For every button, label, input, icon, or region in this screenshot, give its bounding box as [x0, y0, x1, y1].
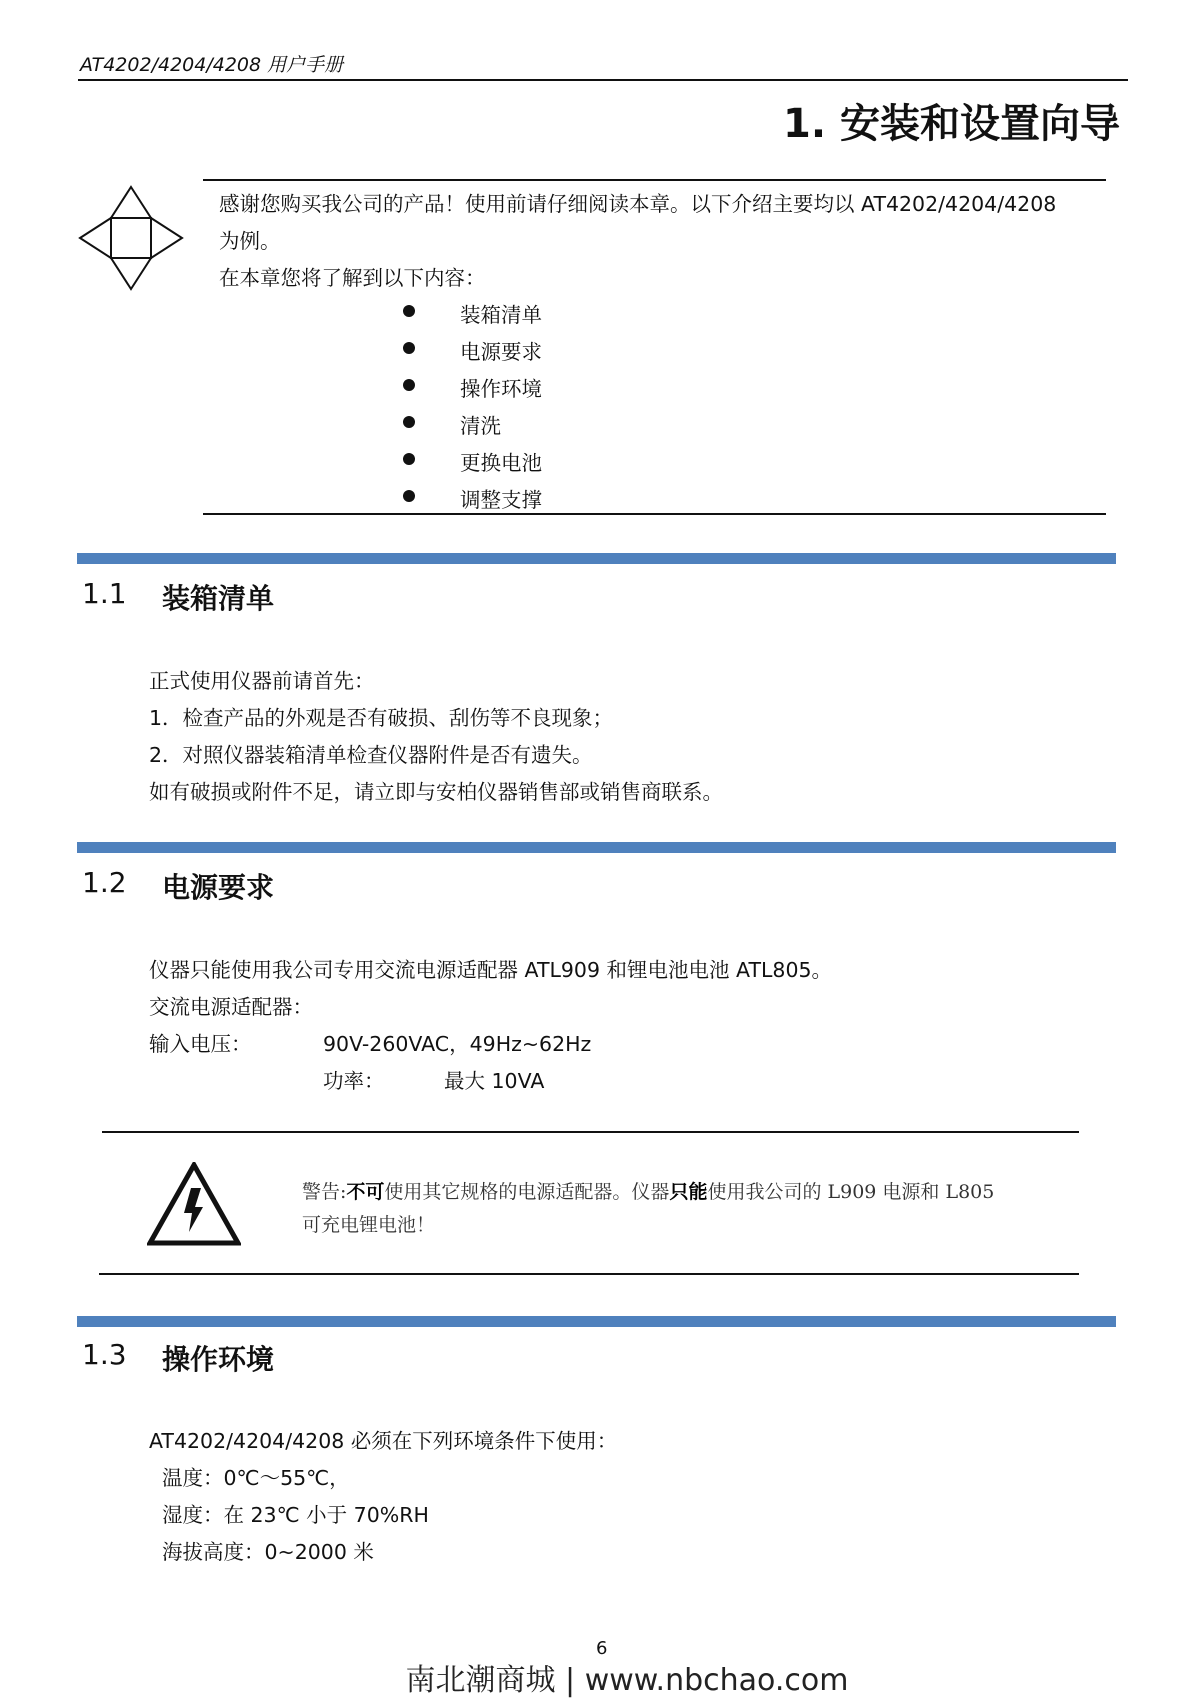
body-line: 2．对照仪器装箱清单检查仪器附件是否有遗失。	[149, 743, 593, 767]
body-line: 湿度：在 23℃ 小于 70%RH	[162, 1503, 429, 1527]
warning-bottom-rule	[99, 1273, 1079, 1275]
body-line: AT4202/4204/4208 必须在下列环境条件下使用：	[149, 1429, 618, 1453]
high-voltage-warning-icon	[147, 1162, 241, 1246]
list-item: 操作环境	[460, 377, 542, 401]
section-number: 1.2	[82, 866, 127, 899]
intro-line-1: 感谢您购买我公司的产品！使用前请仔细阅读本章。以下介绍主要均以 AT4202/4204/4208	[219, 192, 1057, 216]
list-item: 更换电池	[460, 451, 542, 475]
section-title: 装箱清单	[162, 582, 275, 615]
section-title: 操作环境	[162, 1343, 275, 1376]
intro-line-3: 在本章您将了解到以下内容：	[219, 266, 486, 290]
warning-top-rule	[102, 1131, 1079, 1133]
body-line: 如有破损或附件不足，请立即与安柏仪器销售部或销售商联系。	[149, 780, 723, 804]
body-line: 仪器只能使用我公司专用交流电源适配器 ATL909 和锂电池电池 ATL805。	[149, 958, 833, 982]
warning-text-line-2: 可充电锂电池！	[302, 1214, 436, 1236]
warning-label: 警告:	[302, 1181, 347, 1203]
section-bar	[77, 1316, 1116, 1327]
section-bar	[77, 553, 1116, 564]
intro-top-rule	[203, 179, 1106, 181]
emphasis: 不可	[346, 1181, 385, 1203]
bullet	[403, 453, 415, 465]
footer-watermark: 南北潮商城 | www.nbchao.com	[405, 1663, 849, 1698]
intro-line-2: 为例。	[219, 229, 281, 253]
header-rule	[78, 79, 1128, 81]
page-number: 6	[596, 1638, 608, 1659]
bullet	[403, 490, 415, 502]
input-voltage-value: 90V-260VAC，49Hz~62Hz	[323, 1032, 592, 1056]
section-title: 电源要求	[162, 871, 275, 904]
input-voltage-label: 输入电压：	[149, 1032, 252, 1056]
bullet	[403, 342, 415, 354]
body-line: 1．检查产品的外观是否有破损、刮伤等不良现象；	[149, 706, 614, 730]
bullet	[403, 416, 415, 428]
body-line: 海拔高度：0~2000 米	[162, 1540, 374, 1564]
list-item: 装箱清单	[460, 303, 542, 327]
section-number: 1.3	[82, 1338, 127, 1371]
bullet	[403, 379, 415, 391]
warning-text-line-1	[302, 1177, 994, 1204]
emphasis: 只能	[669, 1181, 708, 1203]
list-item: 调整支撑	[460, 488, 542, 512]
warning-text: 使用我公司的 L909 电源和 L805	[707, 1181, 995, 1203]
body-line: 温度：0℃～55℃，	[162, 1466, 350, 1490]
power-label: 功率：	[323, 1069, 385, 1093]
navigation-arrows-icon	[78, 185, 184, 291]
warning-text: 使用其它规格的电源适配器。仪器	[384, 1181, 670, 1203]
running-header: AT4202/4204/4208 用户手册	[80, 54, 344, 76]
power-value: 最大 10VA	[444, 1069, 545, 1093]
body-line: 交流电源适配器：	[149, 995, 313, 1019]
section-bar	[77, 842, 1116, 853]
chapter-title: 1. 安装和设置向导	[783, 101, 1120, 147]
list-item: 电源要求	[460, 340, 542, 364]
list-item: 清洗	[460, 414, 501, 438]
body-line: 正式使用仪器前请首先：	[149, 669, 375, 693]
section-number: 1.1	[82, 577, 127, 610]
bullet	[403, 305, 415, 317]
intro-bottom-rule	[203, 513, 1106, 515]
